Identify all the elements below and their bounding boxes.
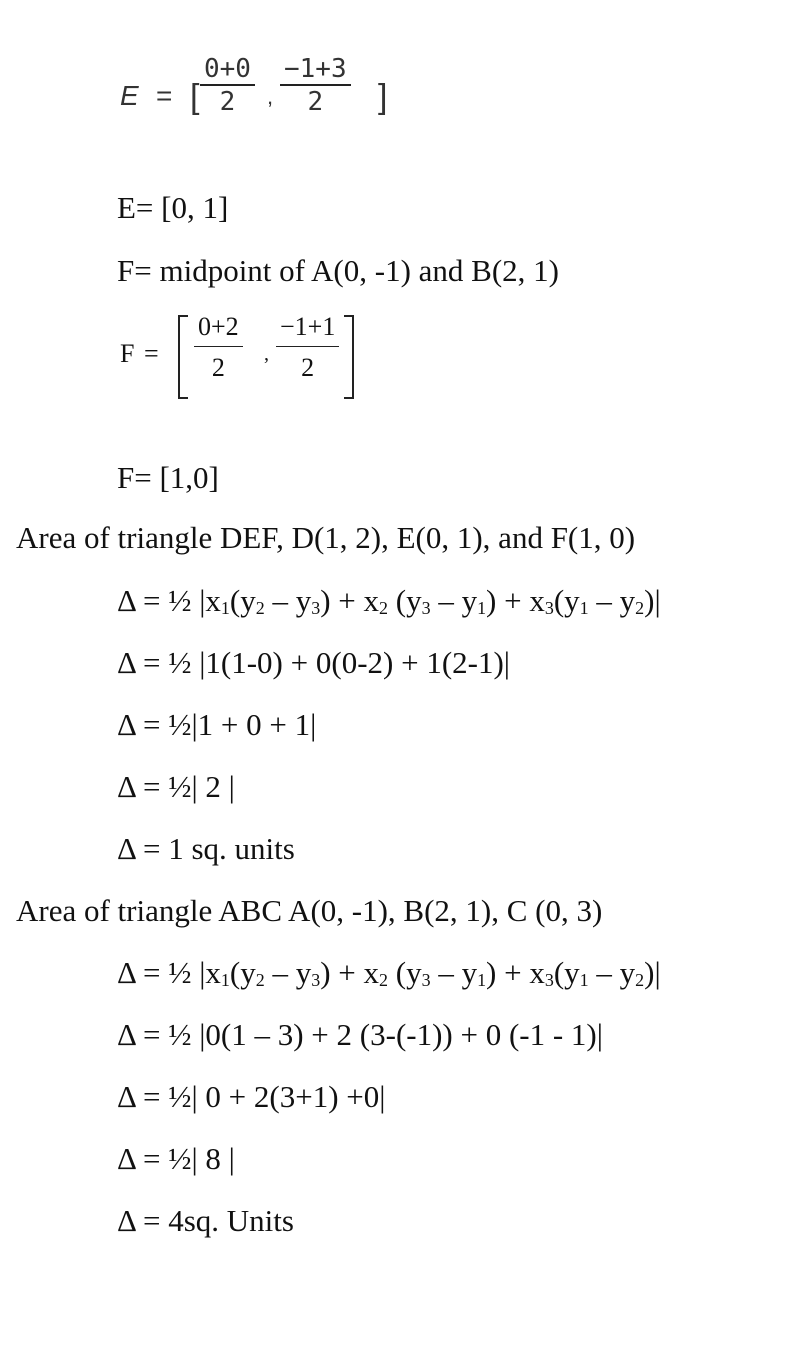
- def-formula-part: ) + x: [486, 583, 545, 618]
- abc-step-2: Δ = ½| 0 + 2(3+1) +0|: [117, 1079, 386, 1114]
- abc-formula-part: (y: [553, 955, 580, 990]
- def-formula-part: ) + x: [320, 583, 380, 618]
- f-left-bracket: [176, 314, 190, 400]
- f-definition: F= midpoint of A(0, -1) and B(2, 1): [117, 253, 559, 288]
- abc-step-3: Δ = ½| 8 |: [117, 1141, 235, 1176]
- abc-formula-part: )|: [644, 955, 661, 990]
- f-fraction-x-denominator: 2: [211, 353, 225, 382]
- def-formula-part: – y: [430, 583, 478, 618]
- f-fraction-y: [276, 314, 339, 381]
- f-fraction-x-bar: [194, 346, 243, 347]
- def-heading: Area of triangle DEF, D(1, 2), E(0, 1), and F(1, 0): [16, 520, 636, 555]
- f-fraction-x-numerator: 0+2: [198, 312, 239, 341]
- f-fraction-y-numerator: −1+1: [280, 312, 336, 341]
- abc-formula-subscript: 2: [255, 970, 265, 991]
- e-close-bracket: ]: [378, 78, 388, 116]
- def-formula-subscript: 3: [544, 598, 554, 619]
- abc-formula-part: ) + x: [486, 955, 545, 990]
- abc-formula-subscript: 3: [421, 970, 431, 991]
- f-label: F: [120, 339, 135, 368]
- def-formula-part: – y: [264, 583, 312, 618]
- abc-step-1: Δ = ½ |0(1 – 3) + 2 (3-(-1)) + 0 (-1 - 1)|: [117, 1017, 603, 1052]
- f-fraction-y-bar: [276, 346, 339, 347]
- abc-formula-part: ) + x: [320, 955, 380, 990]
- f-equals: =: [144, 339, 159, 368]
- e-label: E: [120, 80, 139, 111]
- def-formula-subscript: 1: [477, 598, 487, 619]
- def-formula-subscript: 1: [579, 598, 589, 619]
- abc-formula-subscript: 2: [379, 970, 388, 991]
- def-formula-part: Δ = ½ |x: [117, 583, 221, 618]
- abc-area-formula: [117, 955, 661, 991]
- def-step-1: Δ = ½ |1(1-0) + 0(0-2) + 1(2-1)|: [117, 645, 510, 680]
- def-formula-subscript: 2: [379, 598, 388, 619]
- def-result: Δ = 1 sq. units: [117, 831, 295, 866]
- e-fraction-y-numerator: −1+3: [284, 54, 347, 84]
- def-area-formula: [117, 583, 661, 619]
- def-formula-part: – y: [588, 583, 636, 618]
- abc-formula-subscript: 3: [311, 970, 321, 991]
- f-result: F= [1,0]: [117, 460, 219, 495]
- def-formula-part: (y: [229, 583, 256, 618]
- def-formula-subscript: 3: [421, 598, 431, 619]
- def-formula-subscript: 2: [635, 598, 645, 619]
- f-fraction-x: [194, 314, 243, 381]
- e-fraction-y-bar: [280, 84, 351, 86]
- e-fraction-y-denominator: 2: [307, 87, 324, 117]
- f-right-bracket: [342, 314, 356, 400]
- abc-formula-part: – y: [588, 955, 636, 990]
- def-formula-part: (y: [388, 583, 422, 618]
- f-fraction-y-denominator: 2: [301, 353, 315, 382]
- abc-formula-subscript: 2: [635, 970, 645, 991]
- def-formula-subscript: 3: [311, 598, 321, 619]
- def-formula-part: (y: [553, 583, 580, 618]
- abc-heading: Area of triangle ABC A(0, -1), B(2, 1), C (0, 3): [16, 893, 603, 928]
- e-open-bracket: [: [190, 78, 200, 116]
- abc-formula-subscript: 1: [220, 970, 230, 991]
- e-equals: =: [156, 80, 173, 111]
- abc-formula-subscript: 1: [579, 970, 589, 991]
- e-fraction-y: [280, 56, 351, 115]
- def-step-2: Δ = ½|1 + 0 + 1|: [117, 707, 317, 742]
- abc-formula-part: – y: [264, 955, 312, 990]
- e-fraction-x-denominator: 2: [219, 87, 236, 117]
- def-step-3: Δ = ½| 2 |: [117, 769, 235, 804]
- e-fraction-x-numerator: 0+0: [204, 54, 251, 84]
- abc-formula-part: (y: [388, 955, 422, 990]
- abc-result: Δ = 4sq. Units: [117, 1203, 294, 1238]
- e-comma: ,: [267, 84, 274, 109]
- abc-formula-subscript: 3: [544, 970, 554, 991]
- abc-formula-part: (y: [229, 955, 256, 990]
- abc-formula-subscript: 1: [477, 970, 487, 991]
- e-result: E= [0, 1]: [117, 190, 229, 225]
- e-fraction-x-bar: [200, 84, 255, 86]
- f-comma: ,: [264, 343, 269, 365]
- e-fraction-x: [200, 56, 255, 115]
- def-formula-subscript: 2: [255, 598, 265, 619]
- abc-formula-part: – y: [430, 955, 478, 990]
- abc-formula-part: Δ = ½ |x: [117, 955, 221, 990]
- def-formula-subscript: 1: [220, 598, 230, 619]
- def-formula-part: )|: [644, 583, 661, 618]
